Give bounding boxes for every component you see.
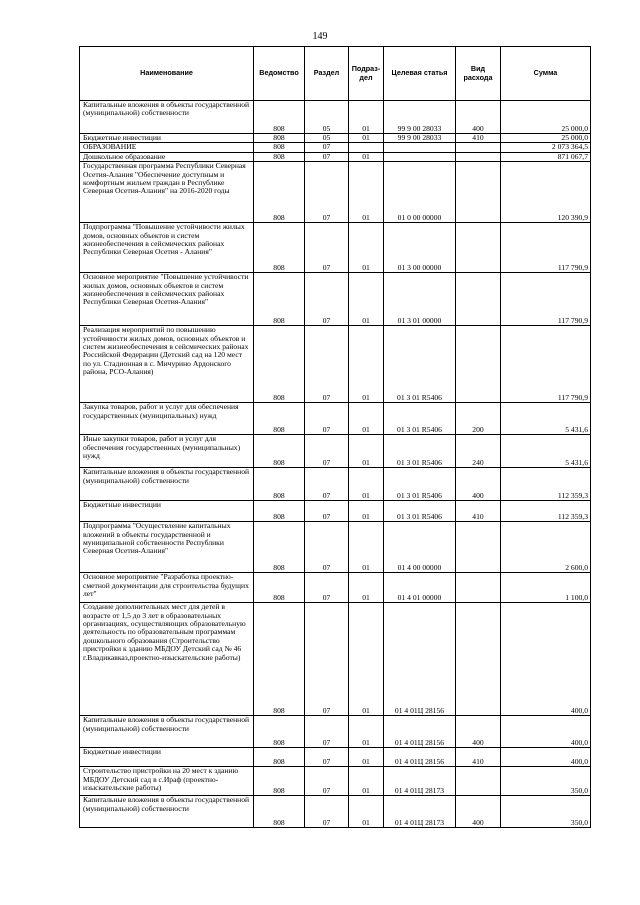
cell-razdel-text: 07 [322,315,331,325]
cell-target [384,716,456,748]
cell-name [80,435,254,468]
cell-sum [501,326,591,403]
cell-sum [501,152,591,161]
cell-target [384,403,456,435]
cell-razdel-text: 07 [322,756,331,766]
cell-podrazdel-text: 01 [362,737,370,747]
table-row [80,134,591,143]
cell-target-text: 01 4 01Ц 28156 [394,705,445,715]
cell-razdel-text: 05 [322,123,331,133]
cell-vid [456,796,501,828]
cell-name [80,716,254,748]
cell-vid [456,273,501,326]
cell-target-text: 01 4 01 00000 [397,592,442,602]
cell-vedomstvo-text: 808 [273,133,285,142]
cell-name-text: Создание дополнительных мест для детей в возрасте от 1,5 до 3 лет в образовательных организациях, осуществляющих образовательную деятельность по образовательным программам дошкольного образования (Строительство пристройки к зданию МБДОУ Детский сад № 46 г.Владикавказ,проектно-изыскательские работы) [83,602,246,662]
cell-sum-text: 400,0 [570,756,588,766]
cell-vedomstvo [254,468,305,501]
cell-vid-text: 240 [472,457,484,467]
table-row [80,101,591,134]
cell-name-text: Закупка товаров, работ и услуг для обеспечения государственных (муниципальных) нужд [83,402,239,420]
cell-target-text: 01 4 01Ц 28156 [394,756,445,766]
budget-table [79,46,591,828]
cell-name-text: Бюджетные инвестиции [83,747,161,757]
cell-razdel-text: 07 [322,457,331,467]
table-row [80,468,591,501]
header-target: Целевая статья [384,47,456,101]
cell-podrazdel-text: 01 [362,785,370,795]
cell-vid [456,748,501,767]
cell-vid-text: 410 [472,756,484,766]
table-row [80,143,591,152]
cell-podrazdel-text: 01 [362,424,370,434]
cell-podrazdel [349,522,384,573]
cell-vid [456,716,501,748]
cell-name [80,162,254,223]
cell-target-text: 01 3 01 R5406 [397,511,442,521]
cell-vedomstvo-text: 808 [273,262,285,272]
cell-target-text: 01 3 01 00000 [397,315,442,325]
cell-name [80,403,254,435]
cell-vedomstvo [254,101,305,134]
cell-podrazdel [349,767,384,796]
cell-razdel-text: 07 [322,392,331,402]
table-header-row [80,47,591,101]
cell-vid [456,162,501,223]
cell-name-text: ОБРАЗОВАНИЕ [83,142,137,152]
cell-sum-text: 2 600,0 [565,562,588,572]
cell-vid [456,468,501,501]
cell-vedomstvo-text: 808 [273,123,285,133]
cell-podrazdel-text: 01 [362,133,370,142]
cell-vid [456,573,501,603]
table-row [80,603,591,716]
cell-name-text: Капитальные вложения в объекты государственной (муниципальной) собственности [83,795,250,813]
table-row [80,435,591,468]
cell-podrazdel [349,273,384,326]
cell-sum [501,796,591,828]
cell-vedomstvo-text: 808 [273,457,285,467]
cell-vedomstvo-text: 808 [273,392,285,402]
cell-sum-text: 2 073 364,5 [551,142,588,152]
cell-podrazdel-text: 01 [362,817,370,827]
cell-podrazdel-text: 01 [362,392,370,402]
cell-podrazdel-text: 01 [362,123,370,133]
cell-razdel-text: 07 [322,142,331,152]
cell-target [384,573,456,603]
cell-target [384,143,456,152]
cell-vedomstvo [254,162,305,223]
cell-name [80,143,254,152]
cell-vedomstvo-text: 808 [273,142,285,152]
table-row [80,573,591,603]
cell-podrazdel [349,796,384,828]
cell-razdel [305,326,349,403]
cell-razdel-text: 07 [322,705,331,715]
cell-vedomstvo [254,716,305,748]
cell-target [384,101,456,134]
cell-vedomstvo [254,603,305,716]
cell-name [80,748,254,767]
cell-name-text: Капитальные вложения в объекты государственной (муниципальной) собственности [83,715,250,733]
cell-vedomstvo-text: 808 [273,212,285,222]
cell-target-text: 01 4 01Ц 28156 [394,737,445,747]
table-row [80,522,591,573]
cell-sum-text: 120 390,9 [557,212,588,222]
cell-name [80,767,254,796]
table-row [80,223,591,273]
cell-target [384,273,456,326]
cell-podrazdel [349,573,384,603]
cell-vedomstvo [254,522,305,573]
cell-vid [456,101,501,134]
cell-razdel [305,273,349,326]
cell-sum [501,767,591,796]
cell-razdel [305,522,349,573]
cell-vid-text: 200 [472,424,484,434]
cell-vedomstvo [254,501,305,522]
cell-podrazdel-text: 01 [362,705,370,715]
cell-vid [456,501,501,522]
cell-sum-text: 400,0 [570,705,588,715]
cell-target-text: 01 3 01 R5406 [397,490,442,500]
cell-target [384,134,456,143]
cell-target [384,468,456,501]
cell-vedomstvo-text: 808 [273,756,285,766]
cell-vedomstvo-text: 808 [273,592,285,602]
cell-sum-text: 5 431,6 [565,457,588,467]
cell-sum-text: 112 359,3 [557,490,588,500]
cell-sum-text: 350,0 [570,817,588,827]
cell-target [384,162,456,223]
cell-sum [501,501,591,522]
cell-razdel-text: 07 [322,262,331,272]
cell-podrazdel-text: 01 [362,457,370,467]
cell-vid-text: 400 [472,737,484,747]
cell-razdel-text: 07 [322,212,331,222]
cell-vid [456,152,501,161]
cell-name [80,223,254,273]
cell-sum-text: 350,0 [570,785,588,795]
cell-name-text: Строительство пристройки на 20 мест к зданию МБДОУ Детский сад в с.Ирaф (проектно-изыскательские работы) [83,766,239,793]
cell-razdel-text: 07 [322,424,331,434]
cell-name-text: Подпрограмма "Осуществление капитальных вложений в объекты государственной и муниципальной собственности Республики Северная Осетия-Алания" [83,521,231,556]
cell-vedomstvo-text: 808 [273,817,285,827]
cell-vid [456,522,501,573]
cell-podrazdel-text: 01 [362,315,370,325]
cell-name [80,326,254,403]
cell-target-text: 01 3 01 R5406 [397,392,442,402]
cell-razdel [305,603,349,716]
cell-sum [501,273,591,326]
cell-sum-text: 117 790,9 [557,392,588,402]
cell-name-text: Основное мероприятие "Разработка проектно-сметной документации для строительства будущих лет" [83,572,249,599]
cell-sum-text: 25 000,0 [561,133,588,142]
cell-target [384,152,456,161]
cell-vedomstvo-text: 808 [273,151,285,161]
cell-sum-text: 5 431,6 [565,424,588,434]
cell-vedomstvo [254,767,305,796]
cell-target-text: 01 3 01 R5406 [397,457,442,467]
cell-vid [456,435,501,468]
cell-name-text: Капитальные вложения в объекты государственной (муниципальной) собственности [83,467,250,485]
cell-target-text: 01 4 01Ц 28173 [394,785,445,795]
cell-target [384,603,456,716]
cell-vedomstvo-text: 808 [273,705,285,715]
cell-podrazdel [349,101,384,134]
cell-razdel [305,162,349,223]
cell-vedomstvo [254,223,305,273]
cell-vid-text: 400 [472,123,484,133]
cell-sum [501,573,591,603]
cell-razdel [305,152,349,161]
cell-target [384,501,456,522]
table-row [80,767,591,796]
cell-podrazdel-text: 01 [362,490,370,500]
cell-razdel [305,796,349,828]
cell-sum [501,403,591,435]
cell-target [384,223,456,273]
header-vid: Вид расхода [456,47,501,101]
cell-target-text: 01 3 00 00000 [397,262,442,272]
cell-razdel [305,748,349,767]
cell-vid [456,403,501,435]
cell-sum-text: 400,0 [570,737,588,747]
cell-sum [501,748,591,767]
cell-vedomstvo [254,152,305,161]
table-row [80,326,591,403]
cell-vedomstvo [254,273,305,326]
cell-podrazdel-text: 01 [362,756,370,766]
cell-name-text: Подпрограмма "Повышение устойчивости жилых домов, основных объектов и систем жизнеобеспечения в сейсмических районах Республики Северная Осетия - Алания" [83,222,245,257]
cell-name [80,273,254,326]
table-row [80,273,591,326]
cell-name-text: Основное мероприятие "Повышение устойчивости жилых домов, основных объектов и систем жизнеобеспечения в сейсмических районах Республики Северная Осетия-Алания" [83,272,249,307]
cell-podrazdel-text: 01 [362,212,370,222]
cell-target-text: 99 9 00 28033 [397,123,442,133]
cell-razdel [305,223,349,273]
header-name: Наименование [80,47,254,101]
cell-sum [501,435,591,468]
cell-razdel [305,573,349,603]
cell-target-text: 01 0 00 00000 [397,212,442,222]
table-row [80,716,591,748]
cell-name [80,573,254,603]
cell-vid [456,767,501,796]
cell-name-text: Дошкольное образование [83,151,166,161]
cell-podrazdel [349,326,384,403]
cell-razdel [305,468,349,501]
cell-vid [456,134,501,143]
table-body [80,101,591,828]
cell-sum [501,101,591,134]
cell-razdel-text: 07 [322,490,331,500]
cell-vedomstvo [254,573,305,603]
cell-target [384,748,456,767]
cell-podrazdel [349,152,384,161]
cell-sum [501,522,591,573]
cell-name-text: Бюджетные инвестиции [83,133,161,142]
cell-target-text: 01 4 01Ц 28173 [394,817,445,827]
cell-name [80,468,254,501]
cell-sum-text: 871 067,7 [557,151,588,161]
cell-razdel [305,101,349,134]
cell-vid [456,326,501,403]
cell-name-text: Реализация мероприятий по повышению устойчивости жилых домов, основных объектов и систем жизнеобеспечения в сейсмических районах Российской Федерации (Детский сад на 120 мест по ул. Стадионная в с. Мичурино Ардонского района, РСО-Алания) [83,325,249,377]
cell-podrazdel-text: 01 [362,262,370,272]
page-number: 149 [312,31,328,42]
cell-razdel-text: 07 [322,785,331,795]
cell-podrazdel-text: 01 [362,592,370,602]
cell-target [384,435,456,468]
header-sum: Сумма [501,47,591,101]
cell-podrazdel [349,501,384,522]
cell-name [80,522,254,573]
cell-podrazdel [349,468,384,501]
cell-razdel-text: 07 [322,562,331,572]
cell-razdel-text: 07 [322,817,331,827]
header-razdel: Раздел [305,47,349,101]
cell-podrazdel [349,162,384,223]
cell-podrazdel-text: 01 [362,562,370,572]
cell-razdel-text: 07 [322,737,331,747]
cell-razdel [305,435,349,468]
cell-vedomstvo [254,403,305,435]
cell-sum [501,716,591,748]
cell-razdel-text: 05 [322,133,331,142]
cell-sum-text: 112 359,3 [557,511,588,521]
cell-target-text: 01 3 01 R5406 [397,424,442,434]
cell-name-text: Капитальные вложения в объекты государственной (муниципальной) собственности [83,100,250,118]
cell-sum [501,468,591,501]
cell-target-text: 01 4 00 00000 [397,562,442,572]
cell-sum-text: 117 790,9 [557,262,588,272]
cell-name [80,603,254,716]
table-row [80,796,591,828]
cell-podrazdel [349,223,384,273]
header-vedomstvo: Ведомство [254,47,305,101]
cell-podrazdel [349,134,384,143]
cell-vid-text: 410 [472,511,484,521]
cell-name-text: Бюджетные инвестиции [83,500,161,510]
cell-name [80,501,254,522]
cell-target [384,522,456,573]
cell-podrazdel [349,603,384,716]
cell-podrazdel [349,748,384,767]
cell-podrazdel [349,403,384,435]
header-podrazdel: Подраз- дел [349,47,384,101]
cell-vedomstvo [254,326,305,403]
cell-vedomstvo-text: 808 [273,424,285,434]
cell-vedomstvo-text: 808 [273,785,285,795]
cell-sum [501,223,591,273]
cell-razdel-text: 07 [322,511,331,521]
cell-name [80,101,254,134]
cell-vid [456,223,501,273]
cell-name [80,796,254,828]
cell-vedomstvo [254,435,305,468]
cell-target [384,326,456,403]
cell-sum [501,162,591,223]
cell-vedomstvo [254,796,305,828]
cell-razdel [305,716,349,748]
table-row [80,162,591,223]
cell-vid-text: 400 [472,817,484,827]
cell-sum-text: 117 790,9 [557,315,588,325]
table-row [80,403,591,435]
cell-podrazdel [349,435,384,468]
table-row [80,748,591,767]
cell-name-text: Иные закупки товаров, работ и услуг для обеспечения государственных (муниципальных) нужд [83,434,241,461]
cell-podrazdel-text: 01 [362,151,370,161]
cell-vid [456,603,501,716]
cell-vedomstvo-text: 808 [273,737,285,747]
cell-podrazdel-text: 01 [362,511,370,521]
table-row [80,501,591,522]
cell-target-text: 99 9 00 28033 [397,133,442,142]
cell-target [384,796,456,828]
cell-sum-text: 1 100,0 [565,592,588,602]
cell-vedomstvo-text: 808 [273,562,285,572]
cell-vid [456,143,501,152]
cell-vid-text: 400 [472,490,484,500]
cell-vedomstvo-text: 808 [273,511,285,521]
cell-razdel-text: 07 [322,592,331,602]
cell-vedomstvo-text: 808 [273,490,285,500]
cell-sum-text: 25 000,0 [561,123,588,133]
cell-podrazdel [349,716,384,748]
cell-razdel [305,501,349,522]
cell-sum [501,603,591,716]
cell-vedomstvo-text: 808 [273,315,285,325]
cell-razdel [305,403,349,435]
cell-razdel-text: 07 [322,151,331,161]
cell-target [384,767,456,796]
cell-razdel [305,767,349,796]
cell-name-text: Государственная программа Республики Северная Осетия-Алания "Обеспечение доступным и комфортным жильем граждан в Республике Северная Осетия-Алания" на 2016-2020 годы [83,161,246,196]
cell-vid-text: 410 [472,133,484,142]
cell-vedomstvo [254,748,305,767]
